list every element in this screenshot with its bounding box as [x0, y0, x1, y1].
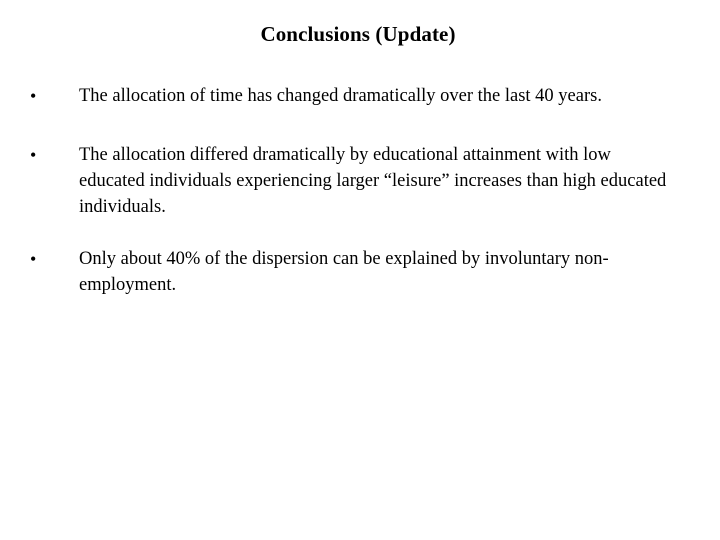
- bullet-text: The allocation differed dramatically by educational attainment with low educated individuals experiencing larger “leisure” increases than high educated individuals.: [79, 145, 667, 217]
- bullet-marker: •: [30, 249, 37, 269]
- bullet-text: Only about 40% of the dispersion can be explained by involuntary non-employment.: [79, 249, 609, 295]
- slide-title: Conclusions (Update): [260, 22, 456, 46]
- bullet-text: The allocation of time has changed dramatically over the last 40 years.: [79, 86, 602, 106]
- bullet-marker: •: [30, 145, 37, 165]
- bullet-marker: •: [30, 86, 37, 106]
